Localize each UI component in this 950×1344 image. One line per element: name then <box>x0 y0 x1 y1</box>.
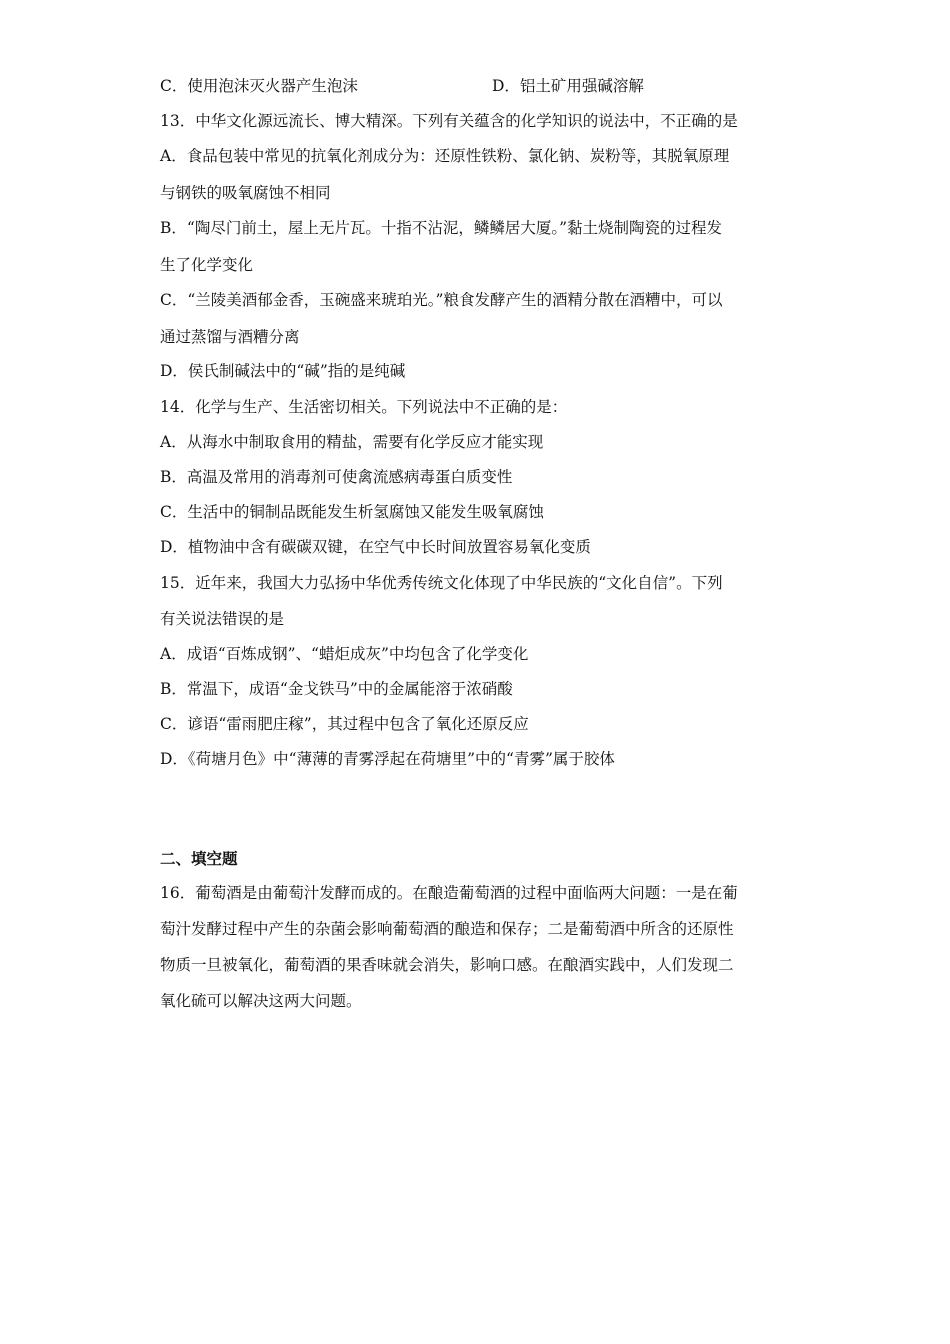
q16-line3: 物质一旦被氧化，葡萄酒的果香味就会消失，影响口感。在酿酒实践中，人们发现二 <box>160 956 734 974</box>
q15-option-d: D．《荷塘月色》中“薄薄的青雾浮起在荷塘里”中的“青雾”属于胶体 <box>160 750 615 768</box>
q14-option-b: B．高温及常用的消毒剂可使禽流感病毒蛋白质变性 <box>160 468 513 486</box>
q14-option-d: D．植物油中含有碳碳双键，在空气中长时间放置容易氧化变质 <box>160 538 591 556</box>
q16-line2: 萄汁发酵过程中产生的杂菌会影响葡萄酒的酿造和保存；二是葡萄酒中所含的还原性 <box>160 920 734 938</box>
q15-option-a: A．成语“百炼成钢”、“蜡炬成灰”中均包含了化学变化 <box>160 645 529 663</box>
q16-line1: 16．葡萄酒是由葡萄汁发酵而成的。在酿造葡萄酒的过程中面临两大问题：一是在葡 <box>160 884 738 902</box>
q14-option-c: C．生活中的铜制品既能发生析氢腐蚀又能发生吸氧腐蚀 <box>160 503 544 521</box>
q15-stem-line1: 15．近年来，我国大力弘扬中华优秀传统文化体现了中华民族的“文化自信”。下列 <box>160 574 723 592</box>
q14-stem: 14．化学与生产、生活密切相关。下列说法中不正确的是： <box>160 398 568 416</box>
q15-option-c: C．谚语“雷雨肥庄稼”，其过程中包含了氧化还原反应 <box>160 715 529 733</box>
q15-stem-line2: 有关说法错误的是 <box>160 610 285 628</box>
q13-option-c-line2: 通过蒸馏与酒糟分离 <box>160 328 300 346</box>
q12-option-c: C．使用泡沫灭火器产生泡沫 <box>160 77 358 95</box>
q13-stem: 13．中华文化源远流长、博大精深。下列有关蕴含的化学知识的说法中，不正确的是 <box>160 112 738 130</box>
q13-option-a-line2: 与钢铁的吸氧腐蚀不相同 <box>160 184 331 202</box>
q13-option-b-line2: 生了化学变化 <box>160 256 254 274</box>
q14-option-a: A．从海水中制取食用的精盐，需要有化学反应才能实现 <box>160 433 544 451</box>
q13-option-c-line1: C．“兰陵美酒郁金香，玉碗盛来琥珀光。”粮食发酵产生的酒精分散在酒糟中，可以 <box>160 291 723 309</box>
q12-option-d: D．铝土矿用强碱溶解 <box>492 77 644 95</box>
q13-option-d: D．侯氏制碱法中的“碱”指的是纯碱 <box>160 362 406 380</box>
section-title-fill-in: 二、填空题 <box>160 850 238 868</box>
q16-line4: 氧化硫可以解决这两大问题。 <box>160 992 362 1010</box>
q13-option-b-line1: B．“陶尽门前土，屋上无片瓦。十指不沾泥，鳞鳞居大厦。”黏土烧制陶瓷的过程发 <box>160 219 722 237</box>
q15-option-b: B．常温下，成语“金戈铁马”中的金属能溶于浓硝酸 <box>160 680 513 698</box>
q13-option-a-line1: A．食品包装中常见的抗氧化剂成分为：还原性铁粉、氯化钠、炭粉等，其脱氧原理 <box>160 147 730 165</box>
